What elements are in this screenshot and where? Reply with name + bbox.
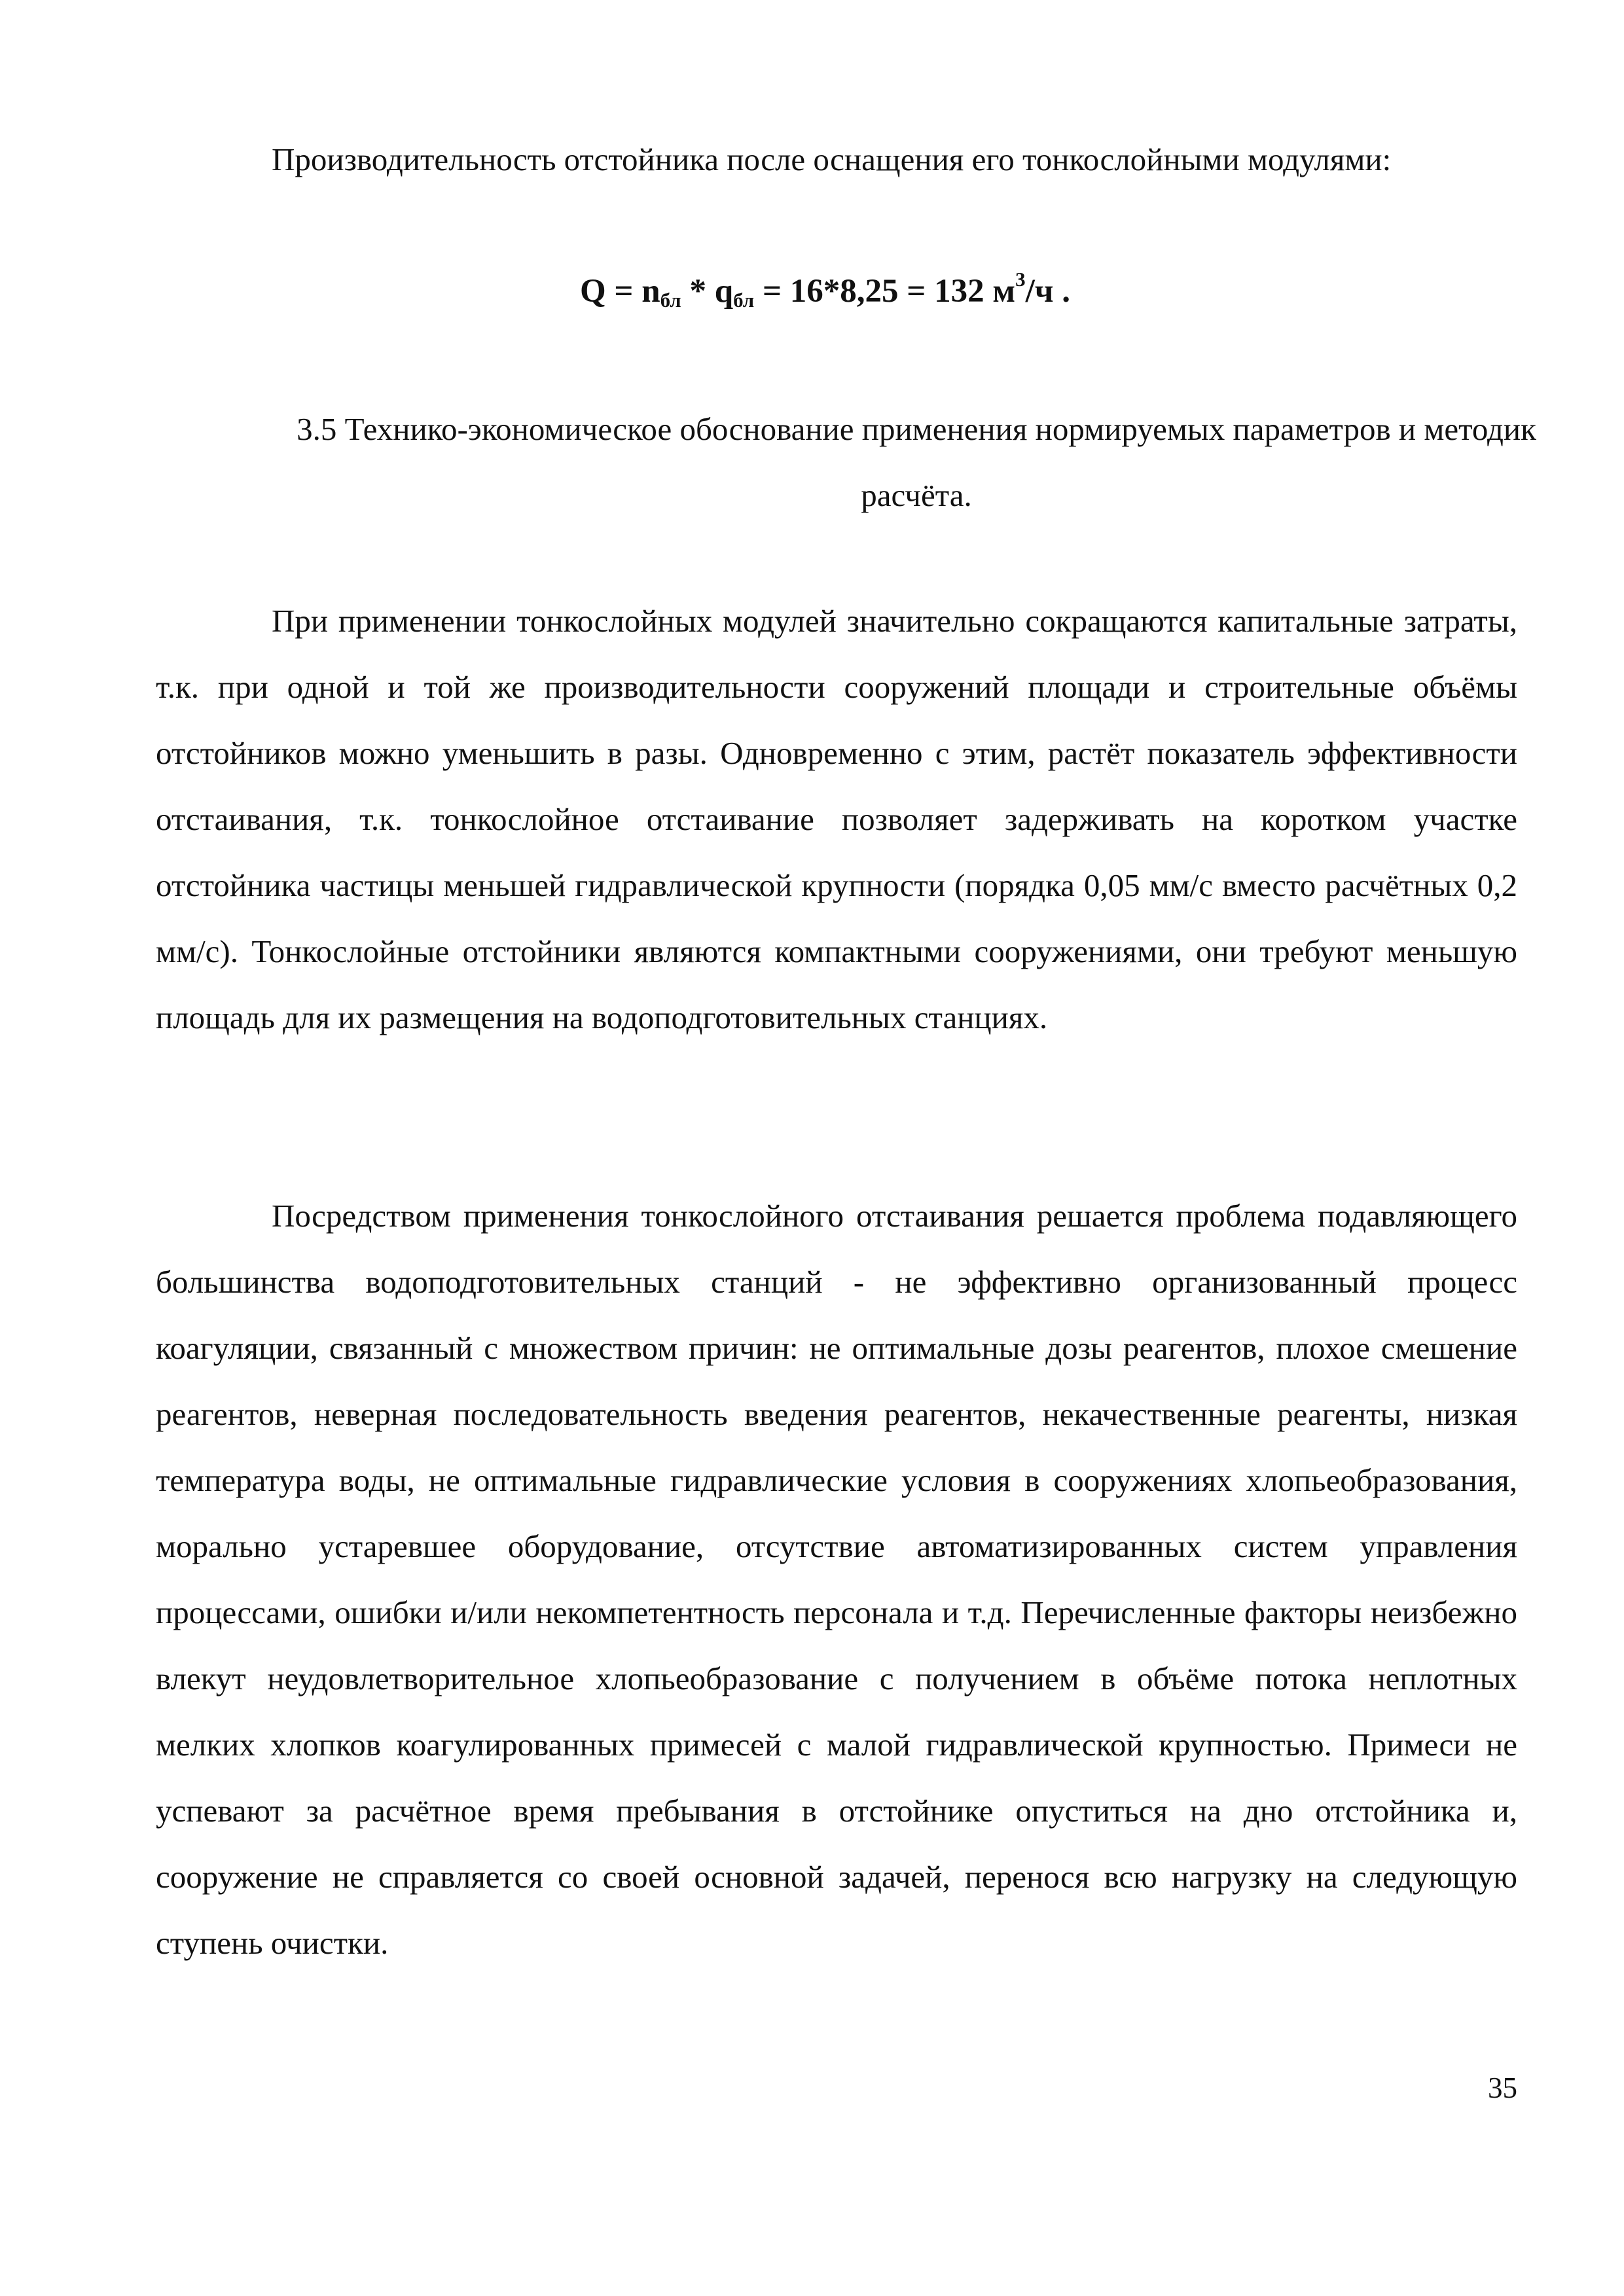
section-heading: 3.5 Технико-экономическое обоснование применения нормируемых параметров и методик расчёта. [297,411,1536,513]
formula-q-symbol: Q [579,273,606,310]
page-number: 35 [1488,2072,1517,2104]
paragraph-coagulation-problem: Посредством применения тонкослойного отстаивания решается проблема подавляющего большинства водоподготовительных станций - не эффективно организованный процесс коагуляции, связанный с множеством причин: не оптимальные дозы реагентов, плохое смешение реагентов, неверная последовательность введения реагентов, некачественные реагенты, низкая температура воды, не оптимальные гидравлические условия в сооружениях хлопьеобразования, морально устаревшее оборудование, отсутствие автоматизированных систем управления процессами, ошибки и/или некомпетентность персонала и т.д. Перечисленные факторы неизбежно влекут неудовлетворительное хлопьеобразование с получением в объёме потока неплотных мелких хлопков коагулированных примесей с малой гидравлической крупностью. Примеси не успевают за расчётное время пребывания в отстойнике опуститься на дно отстойника и, сооружение не справляется со своей основной задачей, перенося всю нагрузку на следующую ступень очистки. [156,1198,1517,1961]
formula-n-symbol: n [641,273,660,310]
formula-result: = 16*8,25 = 132 м [754,273,1016,310]
formula-n-subscript: бл [660,289,681,312]
intro-paragraph: Производительность отстойника после оснащения его тонкослойными модулями: [272,141,1392,177]
formula-multiply: * [681,273,715,310]
formula-equals-1: = [605,273,642,310]
formula-q-small-symbol: q [714,273,734,310]
formula-unit-power: 3 [1015,268,1026,291]
paragraph-thin-layer-benefits: При применении тонкослойных модулей значительно сокращаются капитальные затраты, т.к. при одной и той же производительности сооружений площади и строительные объёмы отстойников можно уменьшить в разы. Одновременно с этим, растёт показатель эффективности отстаивания, т.к. тонкослойное отстаивание позволяет задерживать на коротком участке отстойника частицы меньшей гидравлической крупности (порядка 0,05 мм/с вместо расчётных 0,2 мм/с). Тонкослойные отстойники являются компактными сооружениями, они требуют меньшую площадь для их размещения на водоподготовительных станциях. [156,603,1517,1035]
capacity-formula [0,265,1624,317]
formula-unit-tail: /ч . [1025,273,1071,310]
formula-q-subscript: бл [733,289,755,312]
